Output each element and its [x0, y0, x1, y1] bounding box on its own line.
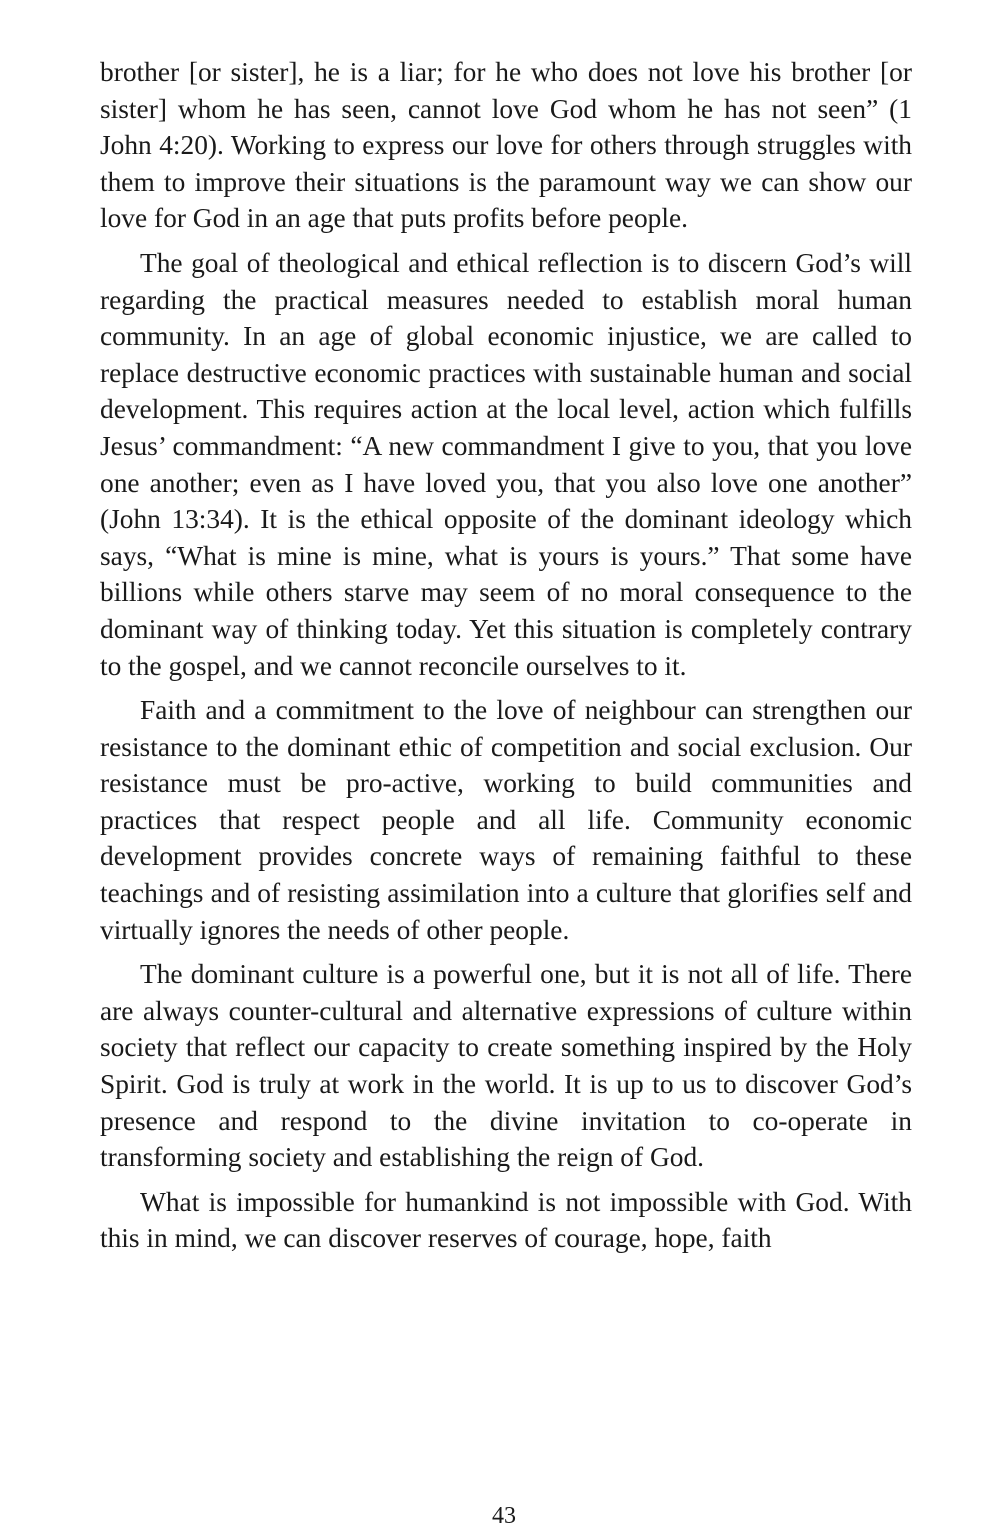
paragraph-faith-commitment: Faith and a commitment to the love of neighbour can strengthen our resistance to the dominant ethic of competition and social exclusion. Our resistance must be pro-active, working to build communities and practices that respect people and all life. Community economic development provides concrete ways of remaining faithful to these teachings and of resisting assimilation into a culture that glorifies self and virtually ignores the needs of other people. [100, 695, 912, 945]
paragraph-continued: brother [or sister], he is a liar; for he who does not love his brother [or sister] whom he has seen, cannot love God whom he has not seen” (1 John 4:20). Working to express our love for others through struggles with them to improve their situations is the paramount way we can show our love for God in an age that puts profits before people. [100, 57, 912, 234]
page-body [100, 54, 912, 1265]
page-number: 43 [492, 1503, 516, 1529]
paragraph-theological-reflection: The goal of theological and ethical reflection is to discern God’s will regarding the practical measures needed to establish moral human community. In an age of global economic injustice, we are called to replace destructive economic practices with sustainable human and social development. This requires action at the local level, action which fulfills Jesus’ commandment: “A new commandment I give to you, that you love one another; even as I have loved you, that you also love one another” (John 13:34). It is the ethical opposite of the dominant ideology which says, “What is mine is mine, what is yours is yours.” That some have billions while others starve may seem of no moral consequence to the dominant way of thinking today. Yet this situation is completely contrary to the gospel, and we cannot reconcile ourselves to it. [100, 247, 912, 681]
paragraph-dominant-culture: The dominant culture is a powerful one, but it is not all of life. There are always counter-cultural and alternative expressions of culture within society that reflect our capacity to create something inspired by the Holy Spirit. God is truly at work in the world. It is up to us to discover God’s presence and respond to the divine invitation to co-operate in transforming society and establishing the reign of God. [100, 959, 912, 1173]
paragraph-impossible-with-god: What is impossible for humankind is not impossible with God. With this in mind, we can discover reserves of courage, hope, faith [100, 1186, 912, 1254]
